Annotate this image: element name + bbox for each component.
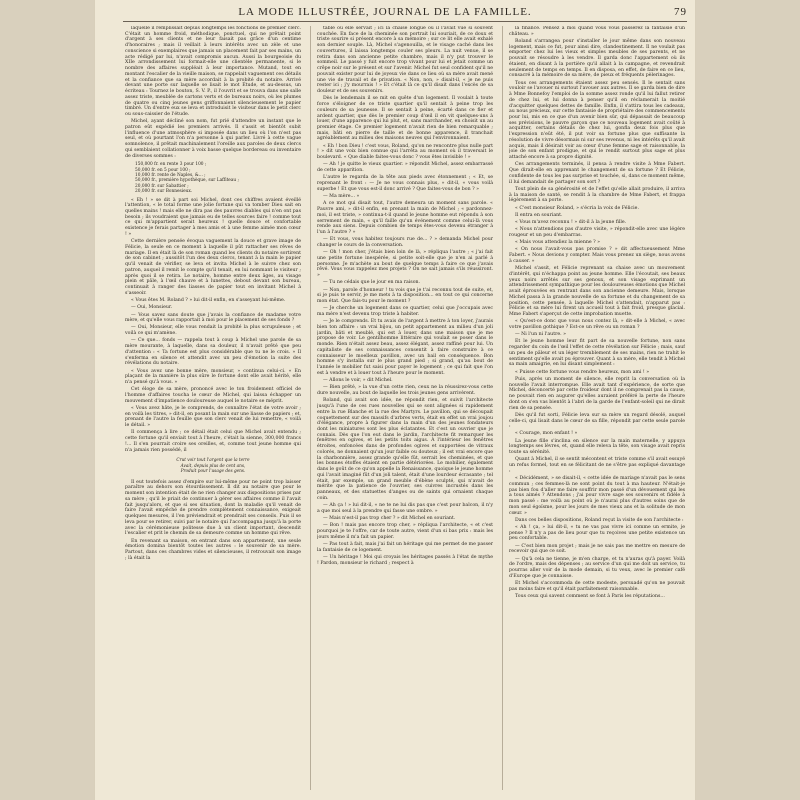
paragraph: « Courage, mon enfant ! » — [515, 431, 578, 437]
paragraph: — Je cherche un logement dans ce quartier, celui que j'occupais avec ma mère n'est devenu trop triste à habiter. — [317, 306, 493, 318]
column-divider — [502, 26, 503, 790]
paragraph: — Ah ! je quitte le vieux quartier. » répondit Michel, assez embarrassé de cette apparition. — [317, 162, 493, 174]
magazine-page — [95, 0, 695, 800]
ledger-line: 10,000 fr. rente de Naples, &... ; — [135, 173, 206, 179]
verse-quote — [125, 457, 301, 473]
paragraph: — Je le comprends. Et tu avais de l'argent à mettre à ton loyer, j'aurais bien ton affaire : un vrai bijou, un petit appartement au milieu d'un joli jardin, bâti et meublé, qui est à louer, dans une maison que je me propose de voir. Le gentilhomme littéraire qui voulait se poser dans le monde. Rien n'était assez beau, assez élégant, assez raffiné pour lui. Un capitaliste de ses connaissances consentit à faire construire à ce connaisseur le moelleux pavillon, avec un bail en conséquence. Bon homme s'y installa sur le plus grand pied ; si grand, qu'au bout de l'année le mobilier fut saisi pour payer le logement ; ce qui fait que l'on est à vendre et à louer tout à l'heure pour le moment. — [317, 319, 493, 376]
paragraph: — Bon ! mais pas encore trop cher, » répliqua l'architecte, « et c'est pourquoi je te l'offre, car de toute autre, vient d'un si bas prix : mais les jours même il m'a fait un papier. — [317, 523, 493, 540]
paragraph: — Oh ! mon cher, j'étais bien loin de là, » répliqua l'autre ; « j'ai fait une petite fortune inespérée, si petite soit-elle que je n'en ai parlé à personne. Je m'achète au bout de quelque temps à faire ce que j'avais rêvé. Vous vous rappelez mes projets ? On ne sait jamais s'ils réussiront. » — [317, 250, 493, 279]
column-divider — [310, 26, 311, 790]
paragraph: — Qu'à cela ne tienne, je m'en charge, et tu n'auras qu'à payer. Voilà de l'ordre, mais des dépenses ; au service d'un qui me doit un service, tu pourras aller voir de la mode demain, si tu veux, avec le premier café d'Europe que je connaisse. — [509, 556, 685, 579]
ledger-list — [135, 162, 301, 194]
verse-line: Crut voir tout l'argent que la terre — [176, 457, 250, 463]
paragraph: la finance. Pensez à moi quand vous vous passerez la fantaisie d'un château. » — [509, 26, 685, 37]
page-number: 79 — [674, 6, 687, 18]
paragraph: « Vous avez hâte, je le comprends, de connaître l'état de votre avoir ; en voilà les titres, » dit-il, en posant la main sur une liasse de papiers ; et, prenant de l'autre la feuille que son clerc venait de lui remettre, « voilà le détail. » — [125, 406, 301, 429]
paragraph: Il entra en souriant. — [515, 212, 563, 218]
paragraph: Cette dernière pensée évoqua vaguement la douce et grave image de Félicie, la seule en ce moment à laquelle il pût rattacher ses rêves de mariage. Il en était là de son roman quand les clients du notaire sortirent de son cabinet ; aussitôt l'un des deux clercs, tenant à la main le papier qu'il venait de vérifier, se leva et invita Michel à le suivre chez son patron, auquel il remit le compte qu'il tenait, en lui nommant le visiteur ; après quoi il se retira. Le notaire, homme entre deux âges, au visage plein et pâle, à l'œil chauve et à lunettes, debout devant son bureau, continuait à ranger des liasses de papier tout en invitant Michel à s'asseoir. — [125, 239, 301, 296]
verse-line: Produit pour l'usage des gens. — [180, 468, 246, 474]
column-2 — [317, 26, 493, 568]
verse-line: Avait, depuis plus de cent ans, — [180, 462, 246, 468]
paragraph: Il commença à lire ; ce détail était celui que Michel avait entendu ; cette fortune qu'il enviait tout à l'heure, c'était la sienne, 300,000 francs !... Il s'en pourrait croire ses oreilles, et, comme tout jeune homme qui n'a jamais rien possédé, il — [125, 430, 301, 453]
journal-title: LA MODE ILLUSTRÉE, JOURNAL DE LA FAMILLE. — [238, 6, 532, 18]
paragraph: Dans ces belles dispositions, Roland reçut la visite de son l'architecte : — [515, 517, 684, 523]
ledger-line: 150,000 fr. en rente 3 pour 100 ; — [135, 162, 207, 168]
ledger-line: 50,000 fr. en 5 pour 100 ; — [135, 167, 191, 173]
paragraph: — Ce que... fonds — rappela tout à coup à Michel une parole de sa mère mourante, à laquelle, dans sa douleur, il n'avait prêté que peu d'attention : « Ta fortune est plus considérable que tu ne le crois. » Il s'enferma en silence et attendit avec un peu d'émotion la suite des révélations du notaire. — [125, 338, 301, 367]
ledger-line: 20,000 fr. sur Bonnesieux. — [135, 189, 193, 195]
paragraph: — Non, parole d'honneur ! tu vois que je t'ai reconnu tout de suite, et, si je puis te servir, je me mets à ta disposition... en tout ce qui concerne mon état. Que fais-tu pour le moment ? — [317, 287, 493, 305]
paragraph: — C'est bien mon projet ; mais je ne sais pas me mettre en mesure de recevoir qui que ce soit. — [509, 543, 685, 555]
column-2-text — [317, 26, 493, 566]
paragraph: — Allons le voir, » dit Michel. — [323, 378, 393, 384]
paragraph: Puis, après un moment de silence, elle reprit la conversation où la nouvelle l'avait interrompue. Elle avait tant d'expérience, de sorte que Michel, déconcerté par cette froideur dont il ne comprenait pas la cause, ne pouvait rien en augurer qu'elles auraient préféré la perte de l'heure dont on s'en vas bientôt à l'abri de la garde de l'enfant-soleil qui ne dirait rien de sa pensée. — [509, 376, 685, 411]
left-margin-shade — [0, 0, 95, 800]
paragraph: table où elle servait ; ici la chaise longue où il l'avait vue si souvent couchée. En face de la cheminée son portrait lui souriait, de ce doux et triste sourire si présent encore à sa mémoire ; sur ce lit elle avait exhalé son dernier souple. Là, Michel s'agenouilla, et le visage caché dans les couvertures, il laissa longtemps couler ses pleurs. La nuit venue, il se retira dans son ancienne petite chambre, mais il n'y put trouver le sommeil. Le passé y fuit encore trop vivant pour lui et jetait comme un crêpe noir sur le présent et sur l'avenir. Michel fut seul confident qu'il ne pouvait exister pour lui de joyeux vie dans ce lieu où sa mère avait mené une vie de travail et de privation. « Non, non, » disait-il, « je ne puis rester ici ; j'y mourrais ! » Et c'était là ce qu'il disait dans l'excès de sa douleur et de ses souvenirs. — [317, 26, 493, 95]
paragraph: « Vous êtes M. Roland ? » lui dit-il enfin, en s'asseyant lui-même. — [131, 298, 286, 304]
paragraph: Tous ces arrangements étaient assez peu sensés. Il le sentait sans vouloir se l'avouer ni surtout l'avouer aux autres. Il se garda bien de dire à Mme Bonnefoy l'emploi de la somme assez ronde qu'il lui fallut retirer de chez lui, et lui donna à penser qu'il en réclamerait la moitié d'acquitter quelques dettes de famille. Enfin, il s'attira tous les cadeaux, au nous précieux, sur cette fantaisie de propriétaire des commencements pour lui, mis en ce que d'un avenir bien sûr, qui dépassait de beaucoup ses prévisions, le pauvre garçon que ce nouveau logement avait coûté à acquitter, certains détails de chez lui, gonfla deux fois plus que l'expression n'eût été, il put voir sa fortune plus que suffisante la résolution de vivre désormais ni sur ses revenus, ni les intérêts qu'il avait acquis, mais il désirait voir au cœur d'une femme sage et raisonnable, la joie de son enfant prodigue, et qui le rendit surtout plus sage et plus attaché encore à sa propre dignité. — [509, 80, 685, 161]
paragraph: — Un héritage ! Moi qui croyais les héritages passés à l'état de mythe ! Pardon, monsieur le richard ; respect à — [317, 554, 493, 566]
paragraph: Roland, qui avait son idée, ne répondit rien, et suivit l'architecte jusqu'à l'une de ces rues nouvelles qui se sont alignées si rapidement entre la rue Blanche et la rue des Martyrs. Le pavillon, qui se découpait coquettement sur des massifs d'arbres verts, était en effet un vrai joujou d'élégance, propre à figurer dans la main d'un des jeunes fondateurs dont les miniatures sont les plus éclatantes. Et c'est un ouvrier que je connais. Dès que l'on eut dans le jardin, l'architecte fit remarquer les fenêtres en ogives, et les petits toits aigus. À l'intérieur les fenêtres étroites, enfoncées dans de profondes ogives et supportées de vitraux colorés, ne donnaient qu'un jour faible ou douteux ; il est vrai encore que la charbonnière, assez grande qu'elle fût, serrait les cheminées, et que les bonnes étoffes étaient en partie détériorées. Le mobilier, également dans le goût de ce qu'on appelle la Renaissance, quoique le jeune homme qui l'avait imaginé fût d'un joli talent, était d'une lourdeur écrasante ; tel était, par exemple, un grand meuble d'ébène sculpté, qui n'avait de mérite que la patience de l'ouvrier, ses cuivres incrustés dans les panneaux, et des statuettes d'anges ou de saints qui ornaient chaque coin. — [317, 398, 493, 501]
paragraph: « Eh ! bon Dieu ! c'est vous, Roland, qu'on ne rencontre plus nulle part ! » dit une voix bien connue qui l'arrêta au moment où il traversait le boulevard. « Que diable faites-vous donc ? vous êtes invisible ! » — [317, 143, 493, 161]
paragraph: — Pas tout à fait, mais j'ai fait un héritage qui me permet de me passer la fantaisie de ce logement. — [317, 541, 493, 553]
paragraph: Quant à Michel, il se sentit mécontent et triste comme s'il avait essuyé un refus formel, tout en se félicitant de ne s'être pas expliqué davantage : — [509, 457, 685, 474]
paragraph: — Tu ne cédais que le jour en ma raison. — [323, 280, 421, 286]
column-1 — [125, 26, 301, 563]
paragraph: Cet éloge de sa mère, prononcé avec le ton froidement officiel de l'homme d'affaires toucha le cœur de Michel, qui laissa échapper un mouvement d'impatience douloureuse auquel le notaire se méprit. — [125, 387, 301, 404]
paragraph: Tous ceux qui savent comment se font à Paris les réputations... — [515, 594, 665, 600]
paragraph: Michel s'assit, et Félicie reprenant sa chaise avec un mouvement d'intérêt, qui n'échappa point au jeune homme. Elle l'écoutait, ses beaux yeux noirs arrêtés sur ses genoux, et son visage exprimant un attendrissement sympathique pour les douloureuses émotions que Michel avait éprouvées en rentrant dans son ancienne demeure. Mais, lorsque Michel passa à la grande nouvelle de sa fortune et du changement de sa position, cette pensée, à laquelle Michel s'attendait, n'apparut pas : Félicie et sa mère lui firent un accueil tout à fait froid, presque glacial. Mme Fabert s'aperçut de cette improbation muette. — [509, 266, 685, 318]
paragraph: — Ah ça ! » lui dit-il, « ne te ne lui dis pas que c'est pour balcon, il n'y a que moi seul à la prendre qui fasse une ombre. » — [317, 503, 493, 514]
ledger-line: 50,000 fr., première hypothèque, sur Laffiteau ; — [135, 178, 239, 184]
paragraph: — Et vous, vous habitez toujours rue de... ? » demanda Michel pour changer le cours de la conversation. — [317, 237, 493, 248]
column-1-text-c — [125, 480, 301, 562]
paragraph: En revenant sa maison, en entrant dans son appartement, une seule émotion domina bientôt toutes les autres : le souvenir de sa mère. Partout, dans ces chambres vides et silencieuses, il retrouvait son image ; là était la — [125, 538, 301, 561]
paragraph: A ce mot qui disait tout, l'autre demeura un moment sans parole. « Pauvre ami, » dit-il enfin, en prenant la main de Michel ; « pardonnez-moi, il est triste, » continua-t-il quand le jeune homme eut répondu à son serrement de main, « qu'il faille qu'un événement comme celui-là vous rende aux siens. Depuis combien de temps êtes-vous devenu étranger à l'un à l'autre ? » — [317, 201, 493, 235]
right-margin-shade — [695, 0, 800, 800]
paragraph: « Ah ! ça, » lui dit-il, « tu ne vas pas vivre ici comme un ermite, je pense ? Il n'y a pas de lieu pour que tu reçoives une petite existence un peu confortable. — [509, 524, 685, 542]
column-1-text-b — [125, 198, 301, 454]
paragraph: « Qu'est-ce donc que vous nous contez là, » dit-elle à Michel, « avec votre pavillon gothique ? Est-ce un rêve ou un roman ? — [509, 319, 685, 330]
paragraph: « On nous l'avait-vous pas promise ? » dit affectueusement Mme Fabert. « Nous devions y compter. Mais vous prenez un siège, nous avons à causer. » — [509, 247, 685, 264]
paragraph: « Vous m'avez reconnu ! » dit-il à la jeune fille. — [515, 220, 627, 225]
paragraph: Il eut toutefois assez d'empire sur lui-même pour ne point trop laisser paraître au dehors son étourdissement. Il dit au notaire que pour le moment son intention était de ne rien changer aux dispositions prises par sa mère ; qu'il le priait de continuer à gérer ses affaires comme il l'avait fait jusqu'alors, et que si ses situation, dont la maladie qu'il venait de faire l'avait empêché de prendre complètement connaissance, exigeait quelques mesures, il l'en préviendrait et prendrait ses conseils. Puis il se leva pour se retirer, suivi par le notaire qui l'accompagna jusqu'à la porte avec la cérémonieuse politesse due à un client important, descendit l'escalier et prit le chemin de sa demeure comme un homme qui rêve. — [125, 479, 301, 537]
paragraph: — Ni l'un ni l'autre. » — [515, 332, 566, 338]
paragraph: — Oui, Monsieur, elle vous rendait la probité la plus scrupuleuse ; et voilà ce qui m'amène. — [125, 325, 301, 337]
running-head — [95, 6, 695, 22]
paragraph: — Bien prêté, » la vue d'un cette rien, ceux ne la réussirez-vous cette dure nouvelle, au bout de laquelle les trois jeunes gens arrivèrent. — [317, 385, 493, 397]
paragraph: Dès qu'il fut sorti, Félicie leva sur sa mère un regard désolé, auquel celle-ci, qui lisait dans le cœur de sa fille, répondit par cette seule parole : — [509, 412, 685, 430]
paragraph: Ces arrangements terminés, il pensa à rendre visite à Mme Fabert. Que dirait-elle en apprenant le changement de sa fortune ? Et Félicie, confidente de tous les pas surprise et touchée, si, dans ce moment même, il lui demandait de partager son sort ? — [509, 162, 685, 185]
paragraph: Michel, ayant décliné son nom, fut prié d'attendre un instant que le patron eût expédié les premiers arrivés. Il s'assit et bientôt subit l'influence d'une atmosphère si imposée dans un lieu où l'on n'est pas seul, et où pourtant l'on n'a personne à qui parler. Livré à cette vague somnolence, il prêtait machinalement l'oreille aux paroles de deux clercs qui semblaient collationner à voix basse quelque bordereau ou inventaire de diverses sommes : — [125, 119, 301, 159]
paragraph: laquelle il remplissait depuis longtemps les fonctions de premier clerc. C'était un homme froid, méthodique, ponctuel, qui ne prêtait point d'argent à ses clients et ne leur faisait pas grâce d'un centime d'honoraires ; mais il veillait à leurs intérêts avec un zèle et une conscience si exemplaires que jamais un placement fait par ses mains, un acte rédigé par lui, n'avait compromis aucun. Aussi la bourgeoisie du XIIe arrondissement lui formait-elle une clientèle permanente, si le nombre des affaires suppléait à leur importance. Mutand, tout en montant l'escalier de la vieille maison, se rappelait vaguement ces détails et la confiance que sa mère accordait à la probité du notaire. Arrivé devant une porte sur laquelle se lisait le mot Étude, et au-dessus, un écriteau : Tournez le bouton, S. V. P., il l'ouvrit et se trouva dans une salle assez triste, meublée de cartons verts et de bureaux noirs, où les plumes de quatre ou cinq jeunes gens griffonnaient silencieusement le papier timbré. Un d'entre eux se leva et introduisit le visiteur dans le petit clerc ou sous-caissier de l'étude. — [125, 26, 301, 118]
paragraph: La jeune fille s'inclina en silence sur la main maternelle, y appuya longtemps ses lèvres, et, quand elle releva la tête, son visage avait repris toute sa sérénité. — [509, 438, 685, 456]
column-1-text-a — [125, 26, 301, 159]
paragraph: « Décidément, » se disait-il, « cette idée de mariage n'avait pas le sens commun ; ces femmes-là ne sont point du tout à ma hauteur. N'était-je pas bien fou d'aller me faire souffrir mon passé d'un dévouement qui les a tous aimés ? Attendons ; j'ai pour vivre sage ses souvenirs et fidèle à mon passé : me voilà au point où je n'aurai plus d'autres soins que de mon seul égoïsme, pour les jours de mes vieux ans et la solitude de mon cœur. » — [509, 476, 685, 516]
paragraph: « Puisse cette fortune vous rendre heureux, mon ami ! » — [515, 369, 650, 375]
paragraph: « Nous n'attendions pas d'autre visite, » répondit-elle avec une légère rougeur et un peu d'embarras. — [509, 227, 685, 238]
paragraph: « Vous avez une bonne mère, monsieur, » continua celui-ci. « En plaçant de la manière la plus sûre le fortune dont elle avait hérité, elle n'a pensé qu'à vous. » — [125, 368, 301, 386]
paragraph: Roland s'arrangea pour s'installer le jour même dans son nouveau logement, mais ce fut, pour ainsi dire, clandestinement. Il ne voulait pas emporter chez lui les vieux et simples meubles de ses parents, et ne pouvait se résoudre à les vendre. Il garda donc l'appartement où ils étaient, en disant à la portière qu'il allait à la campagne, et revendrait seulement de temps en temps. Il en disposa, en effet, de faire en ce lieu, consacré à la mémoire de sa mère, de pieux et fréquents pèlerinages. — [509, 38, 685, 79]
paragraph: Tout plein de sa générosité et de l'effet qu'elle allait produire, il arriva à la maison de santé, se rendit à la chambre de Mme Fabert, et frappa légèrement à sa porte. — [509, 186, 685, 204]
paragraph: — Vous savez sans doute que j'avais la confiance de madame votre mère, et qu'elle vous rapportait à moi pour le placement de ses fonds ? — [125, 312, 301, 324]
paragraph: Et le jeune homme leur fit part de sa nouvelle fortune, non sans regarder du coin de l'œil l'effet de cette révélation sur Félicie ; mais, sauf un peu de pâleur et un léger tremblement de ses mains, rien ne trahit le sentiment qu'elle avait pu éprouver. Quant à sa mère, elle tendit à Michel sa main amaigrie, en lui disant simplement : — [509, 339, 685, 368]
paragraph: — Mais n'est-il pas trop cher ? » dit Michel en souriant. — [323, 515, 456, 521]
paragraph: — Oui, Monsieur. — [131, 305, 173, 311]
paragraph: « Eh ! » se dit à part soi Michel, dont ces chiffres avaient éveillé l'attention, « le total forme une jolie fortune qui va tomber Dieu sait en quelles mains ! mais elle ne dira pas des pauvres diables qui n'en ont pas besoin ; ils voudraient que jamais eu de telles sources faire ! comme tout ce qui m'appartient serait heureux ! quelle douce et confortable existence je ferais partager à mes amis et à une femme aimée mon cœur ! » — [125, 197, 301, 237]
paragraph: — Ma mère... » — [323, 194, 360, 200]
paragraph: Et Michel s'accommoda de cette modeste, persuadé qu'on ne pouvait pas moins faire et qu'il était parfaitement raisonnable. — [509, 581, 685, 592]
ledger-line: 20,000 fr. sur Sabattier ; — [135, 183, 189, 189]
paragraph: « C'est monsieur Roland, » s'écria la voix de Félicie. — [515, 205, 639, 211]
paragraph: L'autre le regarda de la tête aux pieds avec étonnement ; « Et, se reprenant le front : — Je ne vous connais plus, » dit-il, « vous voilà superbe ! Et que vous est-il donc arrivé ? Que faites-vous de bon ? » — [317, 175, 493, 192]
paragraph: « Mais vous attendiez la mienne ? » — [515, 240, 600, 246]
paragraph: Dès le lendemain il se mit en quête d'un logement. Il voulait à toute force s'éloigner de ce triste quartier qu'il sentait à peine trop les couleurs de sa jeunesse. Il se sentait à peine, écarté dans ce fier et ardent quartier, que dès le premier coup d'œil il en vit quelques-uns à louer, d'une apparence qui lui plut, et, sans marchander, en choisit un au premier étage. Ce premier logement n'avait rien de bien remarquable ; mais, bâti en pierre de taille et de bonne apparence, il tranchait agréablement au milieu des maisons neuves qui l'environnaient. — [317, 96, 493, 142]
column-3-text — [509, 26, 685, 600]
column-3 — [509, 26, 685, 601]
header-rule — [123, 21, 687, 22]
